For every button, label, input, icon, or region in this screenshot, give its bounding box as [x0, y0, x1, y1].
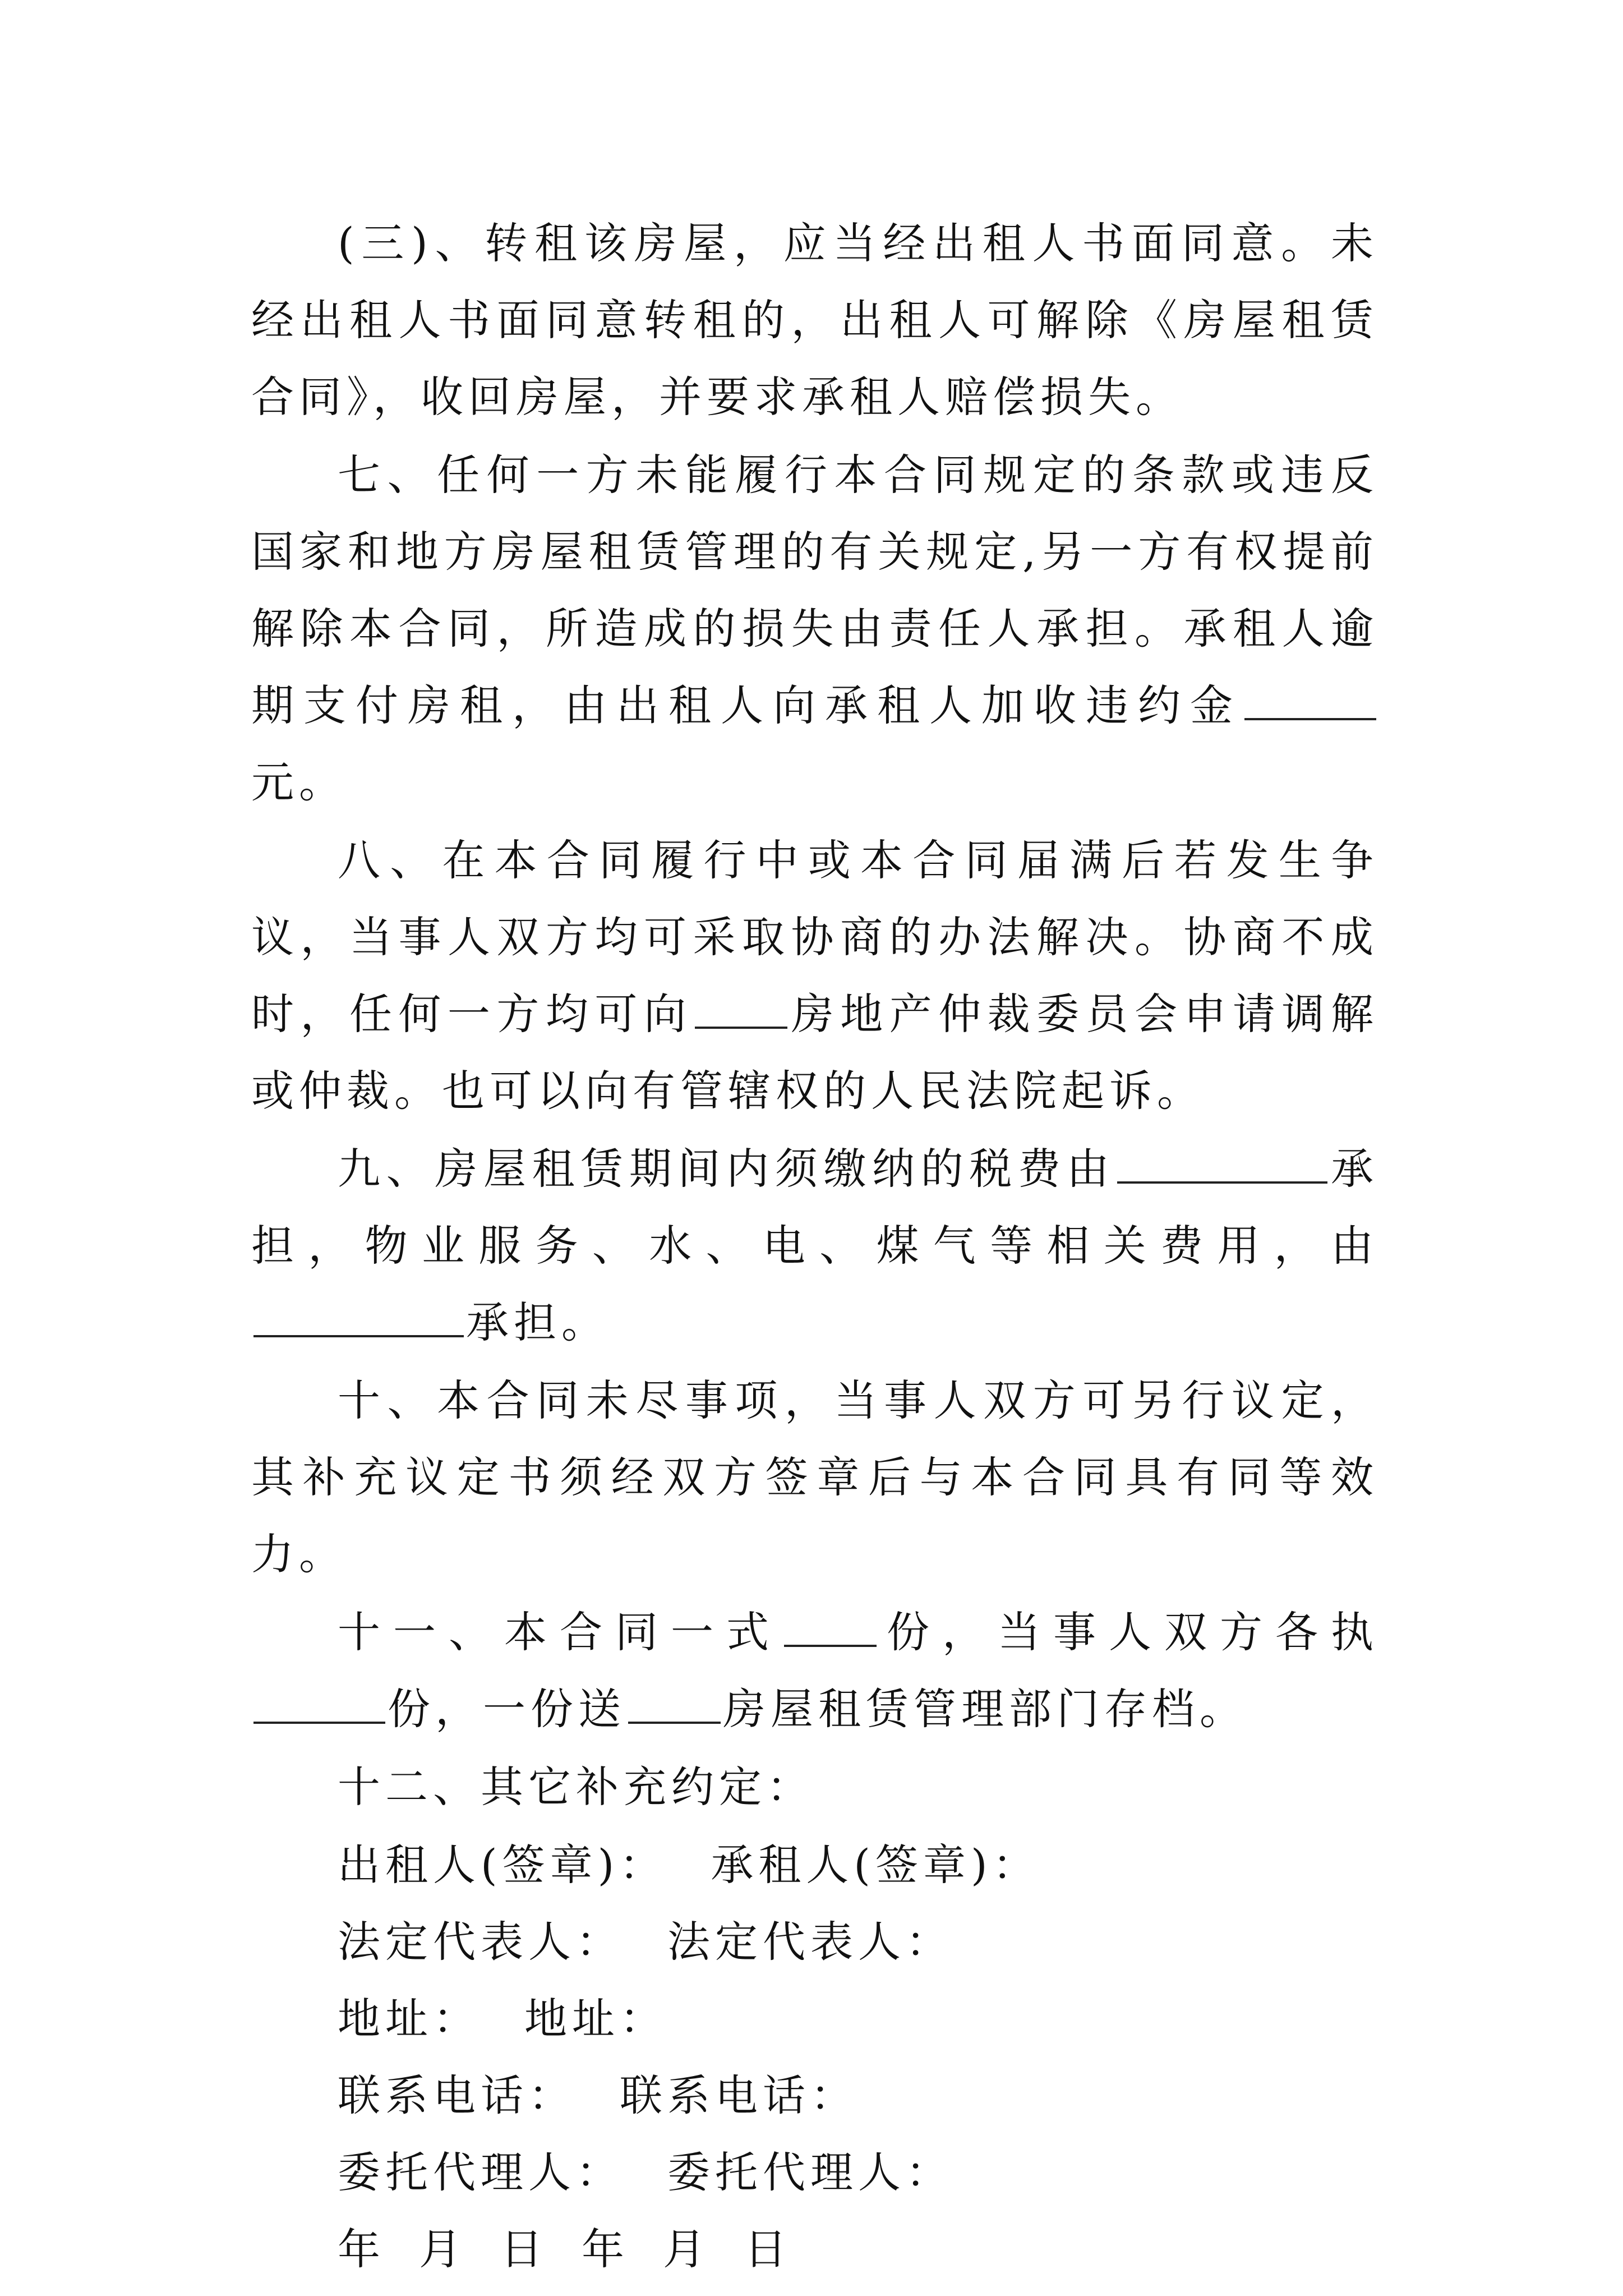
utilities-payer-blank	[253, 1301, 464, 1337]
clause-8-suffix: 房地产仲裁委员会申请调解或仲裁。也可以向有管辖权的人民法院起诉。	[251, 989, 1379, 1116]
filing-city-blank	[628, 1688, 721, 1724]
clause-11	[251, 1594, 1378, 1747]
lessee-address-label: 地址：	[524, 1994, 667, 2044]
lessee-agent-label: 委托代理人：	[667, 2147, 953, 2197]
copies-each-blank	[253, 1688, 385, 1724]
clause-9-suffix: 承担。	[466, 1297, 609, 1347]
clause-8-text: 八、在本合同履行中或本合同届满后若发生争议，当事人双方均可采取协商的办法解决。协商不成时，任何一方均可向	[251, 835, 1378, 1039]
lessor-address-label: 地址：	[338, 1994, 481, 2044]
lessor-seal-label: 出租人(签章)：	[338, 1840, 667, 1890]
lessee-date-month: 月	[663, 2224, 711, 2274]
clause-11-text-2: 份，当事人双方各执	[879, 1607, 1378, 1657]
lessor-date-year: 年	[338, 2224, 385, 2274]
clause-7	[251, 436, 1378, 821]
clause-7-text: 七、任何一方未能履行本合同规定的条款或违反国家和地方房屋租赁管理的有关规定,另一方有权提前解除本合同，所造成的损失由责任人承担。承租人逾期支付房租，由出租人向承租人加收违约金	[251, 450, 1378, 730]
lessee-seal-label: 承租人(签章)：	[711, 1840, 1040, 1890]
signature-legal-rep-line	[251, 1903, 1378, 1980]
clause-12	[251, 1749, 1378, 1825]
lessee-legal-rep-label: 法定代表人：	[667, 1917, 953, 1967]
penalty-amount-blank	[1244, 684, 1376, 720]
clause-11-text-4: 房屋租赁管理部门存档。	[723, 1684, 1247, 1734]
lessor-date-day: 日	[500, 2224, 548, 2274]
signature-agent-line	[251, 2134, 1378, 2211]
clause-11-text-3: 份，一份送	[388, 1684, 626, 1734]
clause-6-3	[251, 205, 1378, 435]
lessee-date-day: 日	[744, 2224, 792, 2274]
clause-8	[251, 822, 1378, 1129]
arbitration-city-blank	[695, 993, 787, 1029]
clause-9-text: 九、房屋租赁期间内须缴纳的税费由	[338, 1144, 1115, 1194]
clause-11-text: 十一、本合同一式	[338, 1607, 782, 1657]
lessor-legal-rep-label: 法定代表人：	[338, 1917, 624, 1967]
contract-body	[251, 205, 1378, 2288]
clause-10-text: 十、本合同未尽事项，当事人双方可另行议定，其补充议定书须经双方签章后与本合同具有同等效力。	[251, 1375, 1378, 1579]
clause-12-text: 十二、其它补充约定：	[338, 1762, 814, 1812]
lessee-date-year: 年	[582, 2224, 629, 2274]
tax-payer-blank	[1117, 1148, 1327, 1184]
clause-10	[251, 1362, 1378, 1593]
signature-address-line	[251, 1980, 1378, 2057]
lessee-phone-label: 联系电话：	[620, 2070, 858, 2120]
clause-6-3-text: (三)、转租该房屋，应当经出租人书面同意。未经出租人书面同意转租的，出租人可解除《房屋租赁合同》，收回房屋，并要求承租人赔偿损失。	[251, 218, 1378, 422]
clause-7-suffix: 元。	[251, 757, 347, 807]
clause-9-mid: 承担，物业服务、水、电、煤气等相关费用，由	[251, 1144, 1379, 1271]
lessor-phone-label: 联系电话：	[338, 2070, 576, 2120]
lessor-date-month: 月	[419, 2224, 467, 2274]
copies-total-blank	[784, 1611, 877, 1647]
lessor-agent-label: 委托代理人：	[338, 2147, 624, 2197]
clause-9	[251, 1130, 1378, 1361]
signature-date-line	[251, 2211, 1378, 2288]
signature-phone-line	[251, 2057, 1378, 2134]
signature-seal-line	[251, 1826, 1378, 1903]
